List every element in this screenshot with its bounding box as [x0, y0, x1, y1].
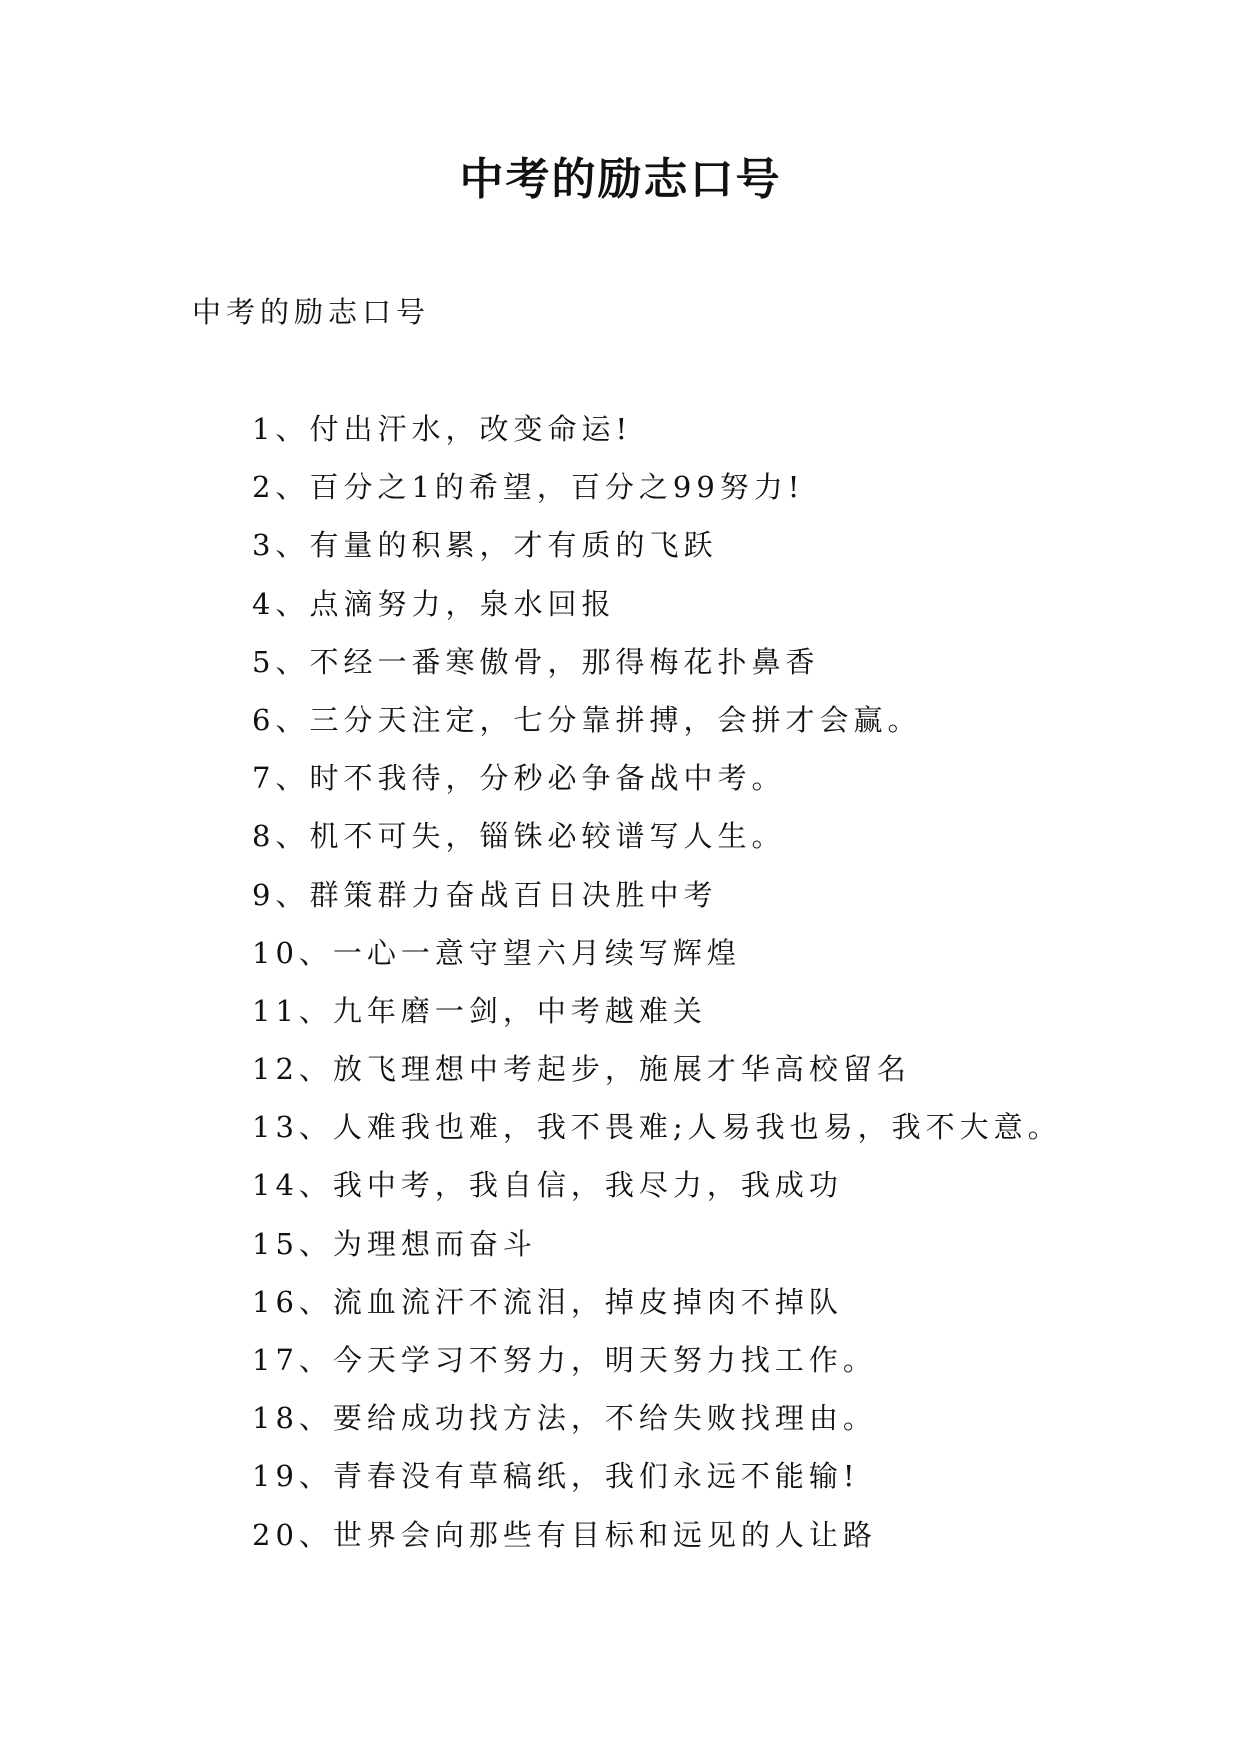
slogan-item: 13、人难我也难，我不畏难;人易我也易，我不大意。	[252, 1110, 1062, 1145]
slogan-item: 11、九年磨一剑，中考越难关	[252, 993, 707, 1028]
slogan-item: 7、时不我待，分秒必争备战中考。	[252, 761, 786, 796]
slogan-item: 4、点滴努力，泉水回报	[252, 586, 616, 621]
slogan-item: 6、三分天注定，七分靠拼搏，会拼才会赢。	[252, 702, 922, 737]
slogan-item: 5、不经一番寒傲骨，那得梅花扑鼻香	[252, 644, 820, 679]
slogan-item: 2、百分之1的希望，百分之99努力!	[252, 470, 805, 505]
slogan-item: 8、机不可失，锱铢必较谱写人生。	[252, 819, 786, 854]
slogan-item: 18、要给成功找方法，不给失败找理由。	[252, 1401, 877, 1436]
slogan-item: 16、流血流汗不流泪，掉皮掉肉不掉队	[252, 1284, 843, 1319]
document-subtitle: 中考的励志口号	[192, 295, 431, 329]
slogan-item: 20、世界会向那些有目标和远见的人让路	[252, 1517, 877, 1552]
slogan-item: 9、群策群力奋战百日决胜中考	[252, 877, 718, 912]
slogan-item: 19、青春没有草稿纸，我们永远不能输!	[252, 1459, 860, 1494]
slogan-item: 17、今天学习不努力，明天努力找工作。	[252, 1343, 877, 1377]
slogan-list	[252, 406, 1212, 1570]
slogan-item: 10、一心一意守望六月续写辉煌	[252, 935, 741, 970]
document-title: 中考的励志口号	[459, 154, 782, 205]
slogan-item: 14、我中考，我自信，我尽力，我成功	[252, 1168, 843, 1203]
slogan-item: 15、为理想而奋斗	[252, 1226, 537, 1261]
slogan-item: 1、付出汗水，改变命运!	[252, 412, 633, 446]
slogan-item: 3、有量的积累，才有质的飞跃	[252, 528, 718, 563]
slogan-item: 12、放飞理想中考起步，施展才华高校留名	[252, 1052, 911, 1087]
